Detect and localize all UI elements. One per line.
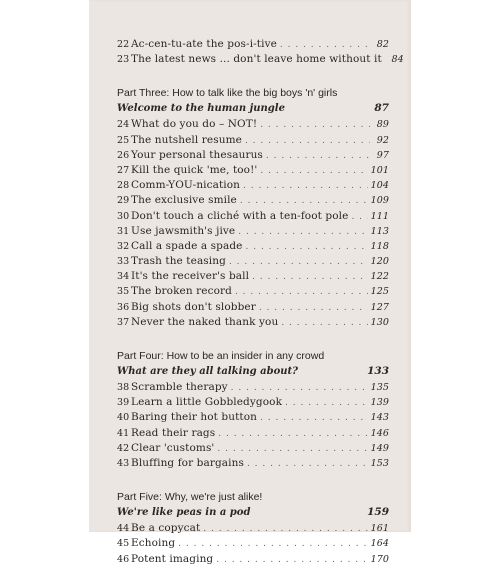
dot-leader: [238, 227, 367, 237]
toc-entry: [117, 427, 389, 442]
entry-number: 29: [117, 195, 130, 207]
entry-page: 130: [370, 316, 389, 328]
entry-number: 31: [117, 225, 130, 237]
entry-page: 101: [370, 164, 389, 176]
entry-page: 120: [370, 256, 389, 268]
dot-leader: [266, 151, 370, 161]
entry-number: 45: [117, 538, 130, 550]
dot-leader: [240, 196, 368, 206]
entry-title: Don't touch a cliché with a ten-foot pole: [131, 209, 349, 222]
toc-entry: [117, 255, 389, 270]
dot-leader: [247, 459, 368, 469]
entry-title: What do you do – NOT!: [131, 118, 258, 131]
entry-title: Baring their hot button: [131, 411, 258, 424]
entry-title: Trash the teasing: [131, 255, 226, 268]
entry-title: Bluffing for bargains: [131, 456, 244, 469]
intro-title: What are they all talking about?: [117, 366, 299, 377]
entry-page: 97: [376, 149, 389, 161]
entry-page: 135: [370, 382, 389, 393]
entry-number: 46: [117, 553, 130, 565]
dot-leader: [260, 120, 370, 130]
dot-leader: [260, 413, 368, 423]
dot-leader: [351, 212, 367, 222]
entry-page: 118: [370, 240, 389, 252]
toc-entry: [117, 134, 389, 149]
entry-page: 164: [370, 538, 389, 550]
entry-title: Call a spade a spade: [131, 239, 243, 252]
entry-number: 25: [117, 134, 130, 146]
entry-page: 84: [391, 54, 404, 66]
book-page: [89, 0, 411, 565]
part-intro: [117, 506, 389, 522]
intro-page: 87: [374, 102, 389, 115]
part-heading: Part Three: How to talk like the big boys 'n' girls: [117, 87, 338, 100]
entry-number: 35: [117, 286, 130, 298]
dot-leader: [216, 555, 367, 565]
entry-page: 149: [370, 442, 389, 454]
entry-title: It's the receiver's ball: [131, 270, 250, 283]
toc-entry: [117, 396, 389, 411]
dot-leader: [260, 166, 367, 176]
entry-number: 32: [117, 240, 130, 252]
dot-leader: [235, 287, 368, 297]
entry-number: 22: [117, 39, 130, 50]
intro-page: 133: [367, 365, 389, 377]
entry-number: 43: [117, 457, 130, 469]
entry-title: Ac-cen-tu-ate the pos-i-tive: [131, 38, 277, 50]
dot-leader: [203, 524, 367, 534]
part-intro: [117, 102, 389, 118]
entry-title: Be a copycat: [131, 522, 201, 535]
dot-leader: [231, 383, 368, 393]
entry-page: 104: [370, 180, 389, 192]
toc-entry: [117, 270, 389, 285]
toc-entry: [117, 457, 389, 472]
entry-number: 28: [117, 180, 130, 192]
entry-title: Comm-YOU-nication: [131, 179, 241, 192]
toc-entry: [117, 381, 389, 396]
toc-entry: [117, 149, 389, 164]
toc-entry: [117, 240, 389, 255]
entry-number: 33: [117, 256, 130, 268]
dot-leader: [252, 272, 367, 282]
toc-entry: [117, 53, 404, 68]
entry-number: 24: [117, 119, 130, 131]
entry-title: Read their rags: [131, 426, 216, 439]
entry-title: Potent imaging: [131, 552, 214, 565]
entry-page: 127: [370, 301, 389, 313]
entry-title: Big shots don't slobber: [131, 300, 256, 313]
part-heading: Part Five: Why, we're just alike!: [117, 491, 263, 504]
entry-page: 143: [370, 412, 389, 424]
entry-page: 122: [370, 271, 389, 283]
entry-title: Clear 'customs': [131, 441, 215, 454]
entry-title: The nutshell resume: [131, 133, 242, 146]
entry-title: Echoing: [131, 537, 176, 550]
dot-leader: [218, 429, 367, 439]
entry-page: 89: [376, 119, 389, 131]
entry-page: 82: [376, 39, 389, 50]
entry-page: 113: [370, 225, 389, 237]
toc-entry: [117, 210, 389, 225]
toc-entry: [117, 179, 389, 194]
entry-title: Your personal thesaurus: [131, 148, 263, 161]
toc-entry: [117, 225, 389, 240]
toc-entry: [117, 164, 389, 179]
entry-number: 38: [117, 382, 130, 393]
table-of-contents: [117, 38, 404, 568]
part-intro: [117, 365, 389, 381]
intro-title: We're like peas in a pod: [117, 507, 251, 519]
part-heading: Part Four: How to be an insider in any crowd: [117, 350, 325, 362]
toc-entry: [117, 38, 389, 53]
dot-leader: [217, 444, 367, 454]
dot-leader: [246, 242, 368, 252]
entry-number: 39: [117, 397, 130, 409]
entry-title: The exclusive smile: [131, 194, 237, 207]
entry-page: 111: [370, 210, 389, 222]
entry-number: 27: [117, 164, 130, 176]
entry-number: 23: [117, 54, 130, 66]
dot-leader: [178, 539, 367, 549]
entry-number: 30: [117, 210, 130, 222]
entry-title: Kill the quick 'me, too!': [131, 163, 258, 176]
entry-page: 170: [370, 553, 389, 565]
toc-entry: [117, 301, 389, 316]
dot-leader: [281, 318, 367, 328]
entry-page: 125: [370, 286, 389, 298]
toc-entry: [117, 522, 389, 537]
entry-page: 139: [370, 397, 389, 409]
toc-entry: [117, 553, 389, 568]
entry-title: The broken record: [131, 285, 232, 298]
entry-title: Never the naked thank you: [131, 315, 279, 328]
dot-leader: [285, 398, 368, 408]
intro-title: Welcome to the human jungle: [117, 103, 285, 115]
entry-page: 153: [370, 457, 389, 469]
dot-leader: [259, 303, 368, 313]
entry-number: 34: [117, 271, 130, 283]
dot-leader: [245, 136, 370, 146]
entry-number: 44: [117, 523, 130, 535]
toc-entry: [117, 411, 389, 426]
toc-entry: [117, 442, 389, 457]
entry-number: 37: [117, 316, 130, 328]
entry-page: 161: [370, 523, 389, 535]
toc-entry: [117, 285, 389, 300]
dot-leader: [280, 40, 370, 50]
entry-number: 42: [117, 442, 130, 454]
entry-title: Learn a little Gobbledygook: [131, 396, 283, 409]
entry-number: 26: [117, 149, 130, 161]
toc-entry: [117, 194, 389, 209]
intro-page: 159: [367, 506, 389, 519]
entry-page: 92: [376, 134, 389, 146]
entry-page: 109: [370, 195, 389, 207]
toc-entry: [117, 316, 389, 331]
entry-title: Scramble therapy: [131, 381, 228, 393]
dot-leader: [243, 181, 368, 191]
entry-number: 41: [117, 427, 130, 439]
toc-entry: [117, 118, 389, 133]
entry-title: The latest news ... don't leave home without it: [131, 53, 382, 66]
entry-title: Use jawsmith's jive: [131, 224, 236, 237]
dot-leader: [229, 257, 368, 267]
toc-entry: [117, 537, 389, 552]
entry-page: 146: [370, 427, 389, 439]
entry-number: 40: [117, 412, 130, 424]
entry-number: 36: [117, 301, 130, 313]
